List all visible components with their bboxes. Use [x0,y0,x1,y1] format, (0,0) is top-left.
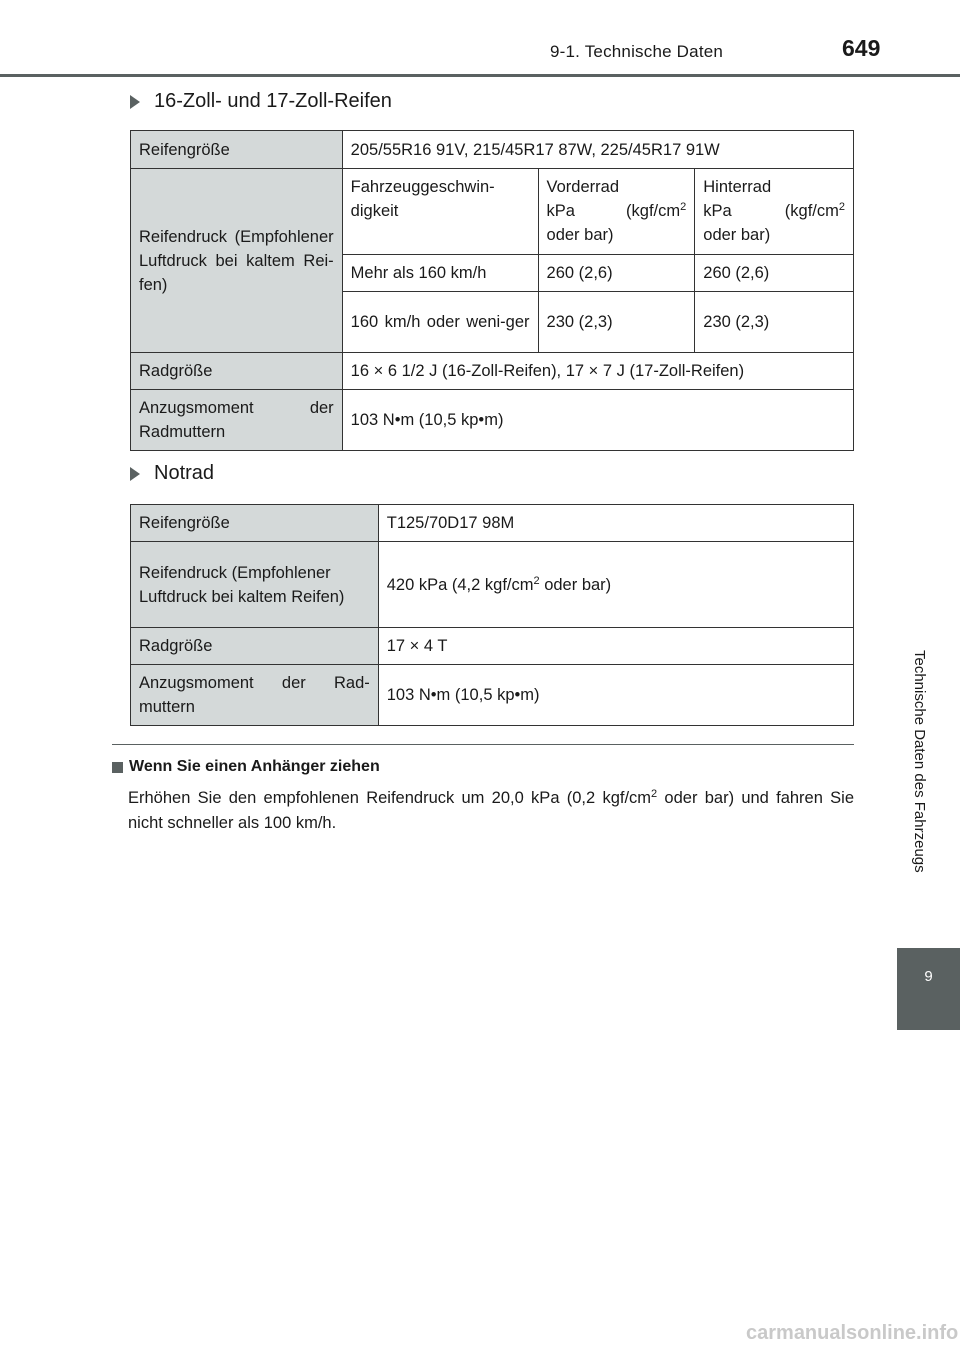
note-heading [112,758,380,776]
section-heading-spare [130,462,214,485]
table-row [131,505,854,542]
rear-header-bar: oder bar) [703,226,771,244]
tire-size-value: T125/70D17 98M [378,505,853,542]
table-row [131,131,854,169]
front-header-kpa: kPa (kgf/cm [546,202,681,220]
pressure-value-text: 420 kPa (4,2 kgf/cm [386,575,534,594]
chapter-number: 9 [924,968,933,985]
spare-spec-table [130,504,854,726]
note-divider [112,744,854,745]
section-heading-tires [130,90,392,113]
header-rule [0,74,960,77]
section-label: 9-1. Technische Daten [550,42,724,61]
note-text [128,786,854,836]
heading-text: Notrad [154,462,215,484]
front-header-sup: 2 [680,201,687,213]
rear-header-title: Hinterrad [703,178,772,196]
pressure-value-sup: 2 [533,574,540,587]
tire-size-label: Reifengröße [131,131,343,169]
torque-label: Anzugsmoment der Radmuttern [131,390,343,451]
front-pressure-cell: 230 (2,3) [538,292,695,353]
rear-pressure-cell: 230 (2,3) [695,292,854,353]
wheel-size-value: 17 × 4 T [378,628,853,665]
rear-wheel-header [695,169,854,255]
speed-cell: 160 km/h oder weni-ger [342,292,538,353]
rear-header-kpa: kPa (kgf/cm [703,202,839,220]
table-row [131,169,854,255]
front-wheel-header [538,169,695,255]
tire-spec-table [130,130,854,451]
rear-header-unit [703,199,845,223]
front-pressure-cell: 260 (2,6) [538,255,695,292]
wheel-size-value: 16 × 6 1/2 J (16-Zoll-Reifen), 17 × 7 J (17-Zoll-Reifen) [342,353,853,390]
torque-value: 103 N•m (10,5 kp•m) [378,665,853,726]
wheel-size-label: Radgröße [131,353,343,390]
table-row [131,353,854,390]
watermark: carmanualsonline.info [746,1322,959,1344]
torque-value: 103 N•m (10,5 kp•m) [342,390,853,451]
pressure-value-suffix: oder bar) [539,575,612,594]
pressure-label: Reifendruck (Empfohlener Luftdruck bei kaltem Reifen) [131,169,343,353]
heading-text: 16-Zoll- und 17-Zoll-Reifen [154,90,392,112]
arrow-right-icon [130,95,140,109]
pressure-label: Reifendruck (Empfohlener Luftdruck bei kaltem Reifen) [131,542,379,628]
note-heading-text: Wenn Sie einen Anhänger ziehen [129,758,380,775]
front-header-bar: oder bar) [546,226,614,244]
table-row [131,628,854,665]
torque-label: Anzugsmoment der Rad-muttern [131,665,379,726]
chapter-side-label: Technische Daten des Fahrzeugs [911,650,928,873]
speed-cell: Mehr als 160 km/h [342,255,538,292]
speed-header: Fahrzeuggeschwin-digkeit [342,169,538,255]
table-row [131,390,854,451]
note-text-sup: 2 [651,788,658,800]
square-bullet-icon [112,762,123,773]
rear-header-sup: 2 [838,201,845,213]
chapter-tab[interactable] [897,948,960,1030]
rear-pressure-cell: 260 (2,6) [695,255,854,292]
note-text-main: Erhöhen Sie den empfohlenen Reifendruck um 20,0 kPa (0,2 kgf/cm [128,789,652,807]
tire-size-value: 205/55R16 91V, 215/45R17 87W, 225/45R17 91W [342,131,853,169]
note-text-rest: oder bar) und fahren Sie nicht schneller als 100 km/h. [128,789,854,832]
front-header-unit [547,199,687,223]
table-row [131,542,854,628]
table-row [131,665,854,726]
pressure-value [378,542,853,628]
page-number: 649 [842,35,881,61]
arrow-right-icon [130,467,140,481]
tire-size-label: Reifengröße [131,505,379,542]
wheel-size-label: Radgröße [131,628,379,665]
front-header-title: Vorderrad [546,178,619,196]
